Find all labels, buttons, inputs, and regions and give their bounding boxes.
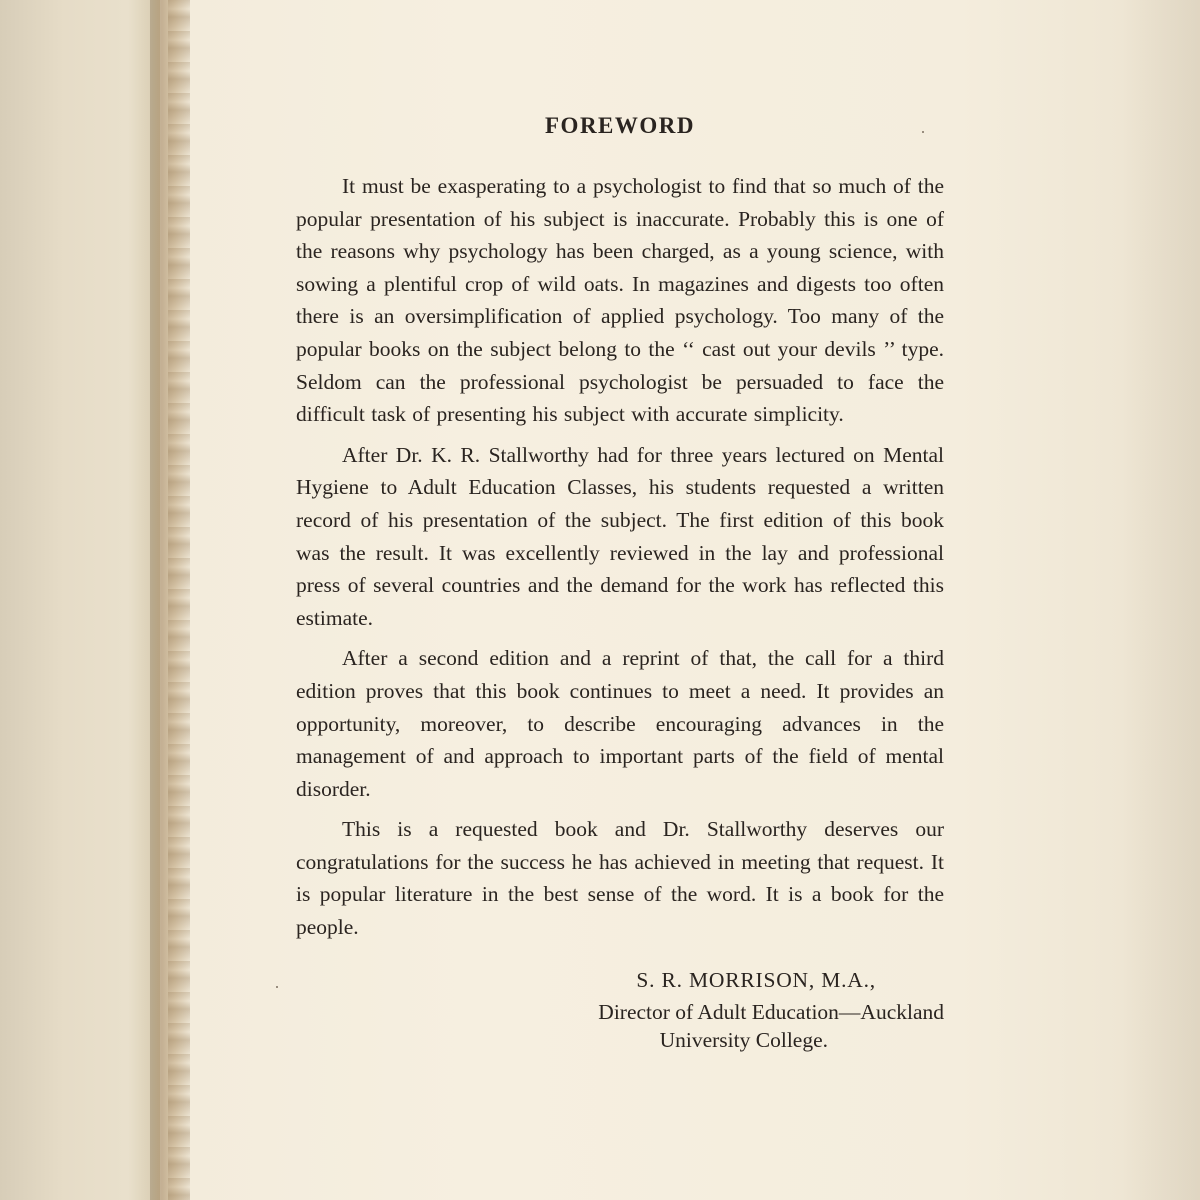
gutter-foxing xyxy=(168,0,190,1200)
left-facing-page xyxy=(0,0,160,1200)
paragraph: After a second edition and a reprint of that, the call for a third edition proves that this book continues to meet a need. It provides an opportunity, moreover, to describe encouraging advances in the management of and approach to important parts of the field of mental disorder. xyxy=(296,646,944,801)
foreword-page xyxy=(296,112,944,1054)
signature-institution: University College. xyxy=(659,1027,828,1052)
page-edge-shadow xyxy=(1120,0,1200,1200)
paper-speck xyxy=(276,986,278,988)
page-title: FOREWORD xyxy=(545,113,695,138)
paragraph: It must be exasperating to a psychologist to find that so much of the popular presentation of his subject is inaccurate. Probably this is one of the reasons why psychology has been charged, as a young science, with sowing a plentiful crop of wild oats. In magazines and digests too often there is an oversimplification of applied psychology. Too many of the popular books on the subject belong to the ‘‘ cast out your devils ’’ type. Seldom can the professional psychologist be persuaded to face the difficult task of presenting his subject with accurate simplicity. xyxy=(296,174,944,427)
paragraph: This is a requested book and Dr. Stallworthy deserves our congratulations for the success he has achieved in meeting that request. It is popular literature in the best sense of the word. It is a book for the people. xyxy=(296,817,944,940)
paragraph: After Dr. K. R. Stallworthy had for three years lectured on Mental Hygiene to Adult Education Classes, his students requested a written record of his presentation of the subject. The first edition of this book was the result. It was excellently reviewed in the lay and professional press of several countries and the demand for the work has reflected this estimate. xyxy=(296,442,944,630)
signature-block xyxy=(296,966,944,1054)
signature-name: S. R. MORRISON, M.A., xyxy=(636,967,876,992)
signature-title: Director of Adult Education—Auckland xyxy=(598,999,944,1024)
